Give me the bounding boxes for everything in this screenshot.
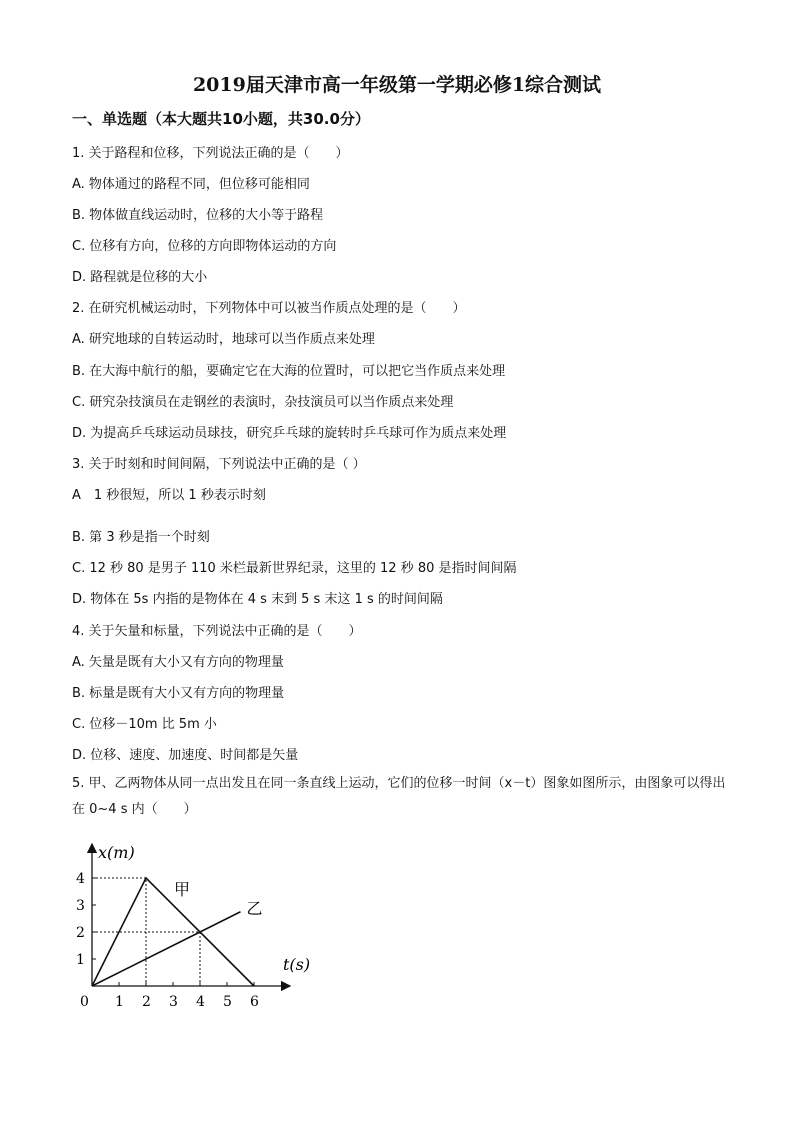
x-tick-label: 2 [142,994,151,1010]
question-1-option-d: D. 路程就是位移的大小 [72,270,208,285]
question-3-stem: 3. 关于时刻和时间间隔，下列说法中正确的是（ ） [72,457,366,472]
y-tick-label: 1 [76,952,85,968]
question-2-stem: 2. 在研究机械运动时，下列物体中可以被当作质点处理的是（ ） [72,301,466,316]
question-1-option-a: A. 物体通过的路程不同，但位移可能相同 [72,177,310,192]
series-line-2 [92,912,241,986]
x-tick-label: 1 [115,994,124,1010]
question-4-option-b: B. 标量是既有大小又有方向的物理量 [72,686,285,701]
question-2-option-c: C. 研究杂技演员在走钢丝的表演时，杂技演员可以当作质点来处理 [72,395,454,410]
question-3-option-b: B. 第 3 秒是指一个时刻 [72,530,210,545]
x-tick-label: 3 [169,994,178,1010]
question-2-option-d: D. 为提高乒乓球运动员球技，研究乒乓球的旋转时乒乓球可作为质点来处理 [72,426,507,441]
xt-graph [72,835,332,1015]
x-tick-label: 6 [250,994,259,1010]
y-tick-label: 4 [76,871,85,887]
y-tick-label: 3 [76,898,85,914]
question-2-option-a: A. 研究地球的自转运动时，地球可以当作质点来处理 [72,332,375,347]
question-5-stem: 5. 甲、乙两物体从同一点出发且在同一条直线上运动，它们的位移一时间（x－t）图象如图所示，由图象可以得出在 0~4 s 内（ ） [72,776,726,817]
question-4-stem: 4. 关于矢量和标量，下列说法中正确的是（ ） [72,624,362,639]
x-tick-label: 5 [223,994,232,1010]
question-1-option-b: B. 物体做直线运动时，位移的大小等于路程 [72,208,324,223]
question-4-option-d: D. 位移、速度、加速度、时间都是矢量 [72,748,299,763]
y-tick-label: 2 [76,925,85,941]
series-label-yi: 乙 [246,898,263,918]
page-title: 2019届天津市高一年级第一学期必修1综合测试 [192,74,602,96]
x-tick-label: 4 [196,994,205,1010]
question-1-stem: 1. 关于路程和位移，下列说法正确的是（ ） [72,146,349,161]
y-axis-label: x(m) [98,843,135,862]
x-tick-label: 0 [80,994,89,1010]
series-label-jia: 甲 [174,880,191,899]
section-heading: 一、单选题（本大题共10小题，共30.0分） [72,110,370,128]
question-2-option-b: B. 在大海中航行的船，要确定它在大海的位置时，可以把它当作质点来处理 [72,364,506,379]
question-4-option-a: A. 矢量是既有大小又有方向的物理量 [72,655,284,670]
question-3-option-d: D. 物体在 5s 内指的是物体在 4 s 末到 5 s 末这 1 s 的时间间隔 [72,592,443,607]
question-4-option-c: C. 位移－10m 比 5m 小 [72,717,217,732]
x-axis-label: t(s) [283,955,311,974]
question-3-option-a: A 1 秒很短，所以 1 秒表示时刻 [72,488,266,503]
question-1-option-c: C. 位移有方向，位移的方向即物体运动的方向 [72,239,337,254]
question-3-option-c: C. 12 秒 80 是男子 110 米栏最新世界纪录，这里的 12 秒 80 是指时间间隔 [72,561,517,576]
